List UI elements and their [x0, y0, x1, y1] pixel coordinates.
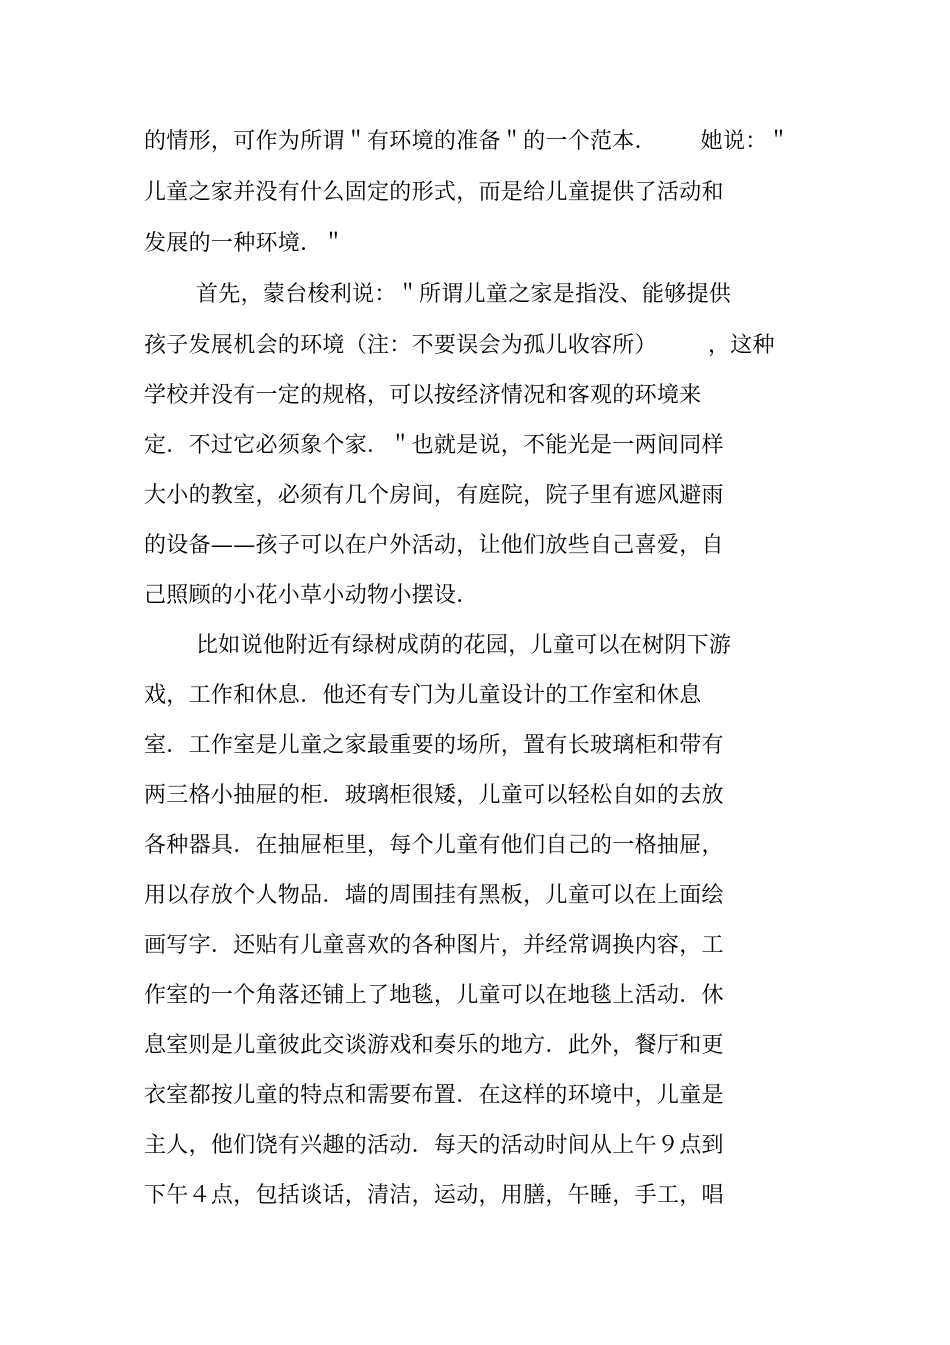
text-line: 用以存放个人物品．墙的周围挂有黑板，儿童可以在上面绘 [144, 883, 724, 908]
paragraph-start-line: 比如说他附近有绿树成荫的花园，儿童可以在树阴下游 [196, 633, 732, 658]
text-line: 戏，工作和休息．他还有专门为儿童设计的工作室和休息 [144, 683, 702, 708]
text-line: 定．不过它必须象个家．＂也就是说，不能光是一两间同样 [144, 433, 724, 458]
text-line: 的情形，可作为所谓＂有环境的准备＂的一个范本． 她说：＂ [144, 129, 790, 154]
text-line: 孩子发展机会的环境（注：不要误会为孤儿收容所） ，这种 [144, 333, 775, 358]
text-line: 各种器具．在抽屉柜里，每个儿童有他们自己的一格抽屉， [144, 833, 724, 858]
text-line: 息室则是儿童彼此交谈游戏和奏乐的地方．此外，餐厅和更 [144, 1033, 724, 1058]
text-line: 衣室都按儿童的特点和需要布置．在这样的环境中，儿童是 [144, 1083, 724, 1108]
text-line: 的设备——孩子可以在户外活动，让他们放些自己喜爱，自 [144, 533, 724, 558]
text-line: 画写字．还贴有儿童喜欢的各种图片，并经常调换内容，工 [144, 933, 724, 958]
text-line: 下午４点，包括谈话，清洁，运动，用膳，午睡，手工，唱 [144, 1183, 724, 1208]
text-line: 主人，他们饶有兴趣的活动．每天的活动时间从上午９点到 [144, 1133, 724, 1158]
text-line: 己照顾的小花小草小动物小摆设． [144, 583, 479, 608]
paragraph-start-line: 首先，蒙台梭利说：＂所谓儿童之家是指没、能够提供 [196, 282, 732, 307]
text-line: 大小的教室，必须有几个房间，有庭院，院子里有遮风避雨 [144, 483, 724, 508]
text-line: 两三格小抽屉的柜．玻璃柜很矮，儿童可以轻松自如的去放 [144, 783, 724, 808]
text-line: 作室的一个角落还铺上了地毯，儿童可以在地毯上活动．休 [144, 983, 724, 1008]
text-line: 发展的一种环境．＂ [144, 231, 345, 256]
text-line: 室．工作室是儿童之家最重要的场所，置有长玻璃柜和带有 [144, 733, 724, 758]
text-line: 儿童之家并没有什么固定的形式，而是给儿童提供了活动和 [144, 180, 724, 205]
text-line: 学校并没有一定的规格，可以按经济情况和客观的环境来 [144, 383, 702, 408]
